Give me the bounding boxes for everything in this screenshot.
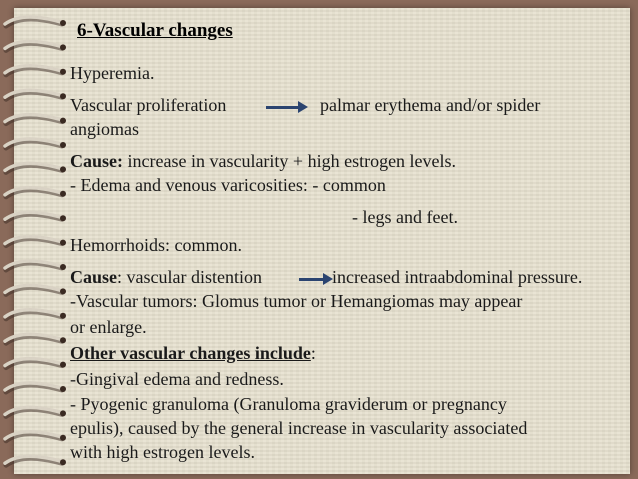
line-cause-2 — [70, 266, 262, 290]
line-intraabdominal: increased intraabdominal pressure. — [332, 267, 583, 287]
line-epulis: epulis), caused by the general increase in vascularity associated — [70, 418, 528, 438]
binding-hole — [60, 20, 66, 26]
cause-label-2: Cause — [70, 267, 118, 287]
slide-title: 6-Vascular changes — [77, 20, 233, 41]
cause-text: increase in vascularity + high estrogen levels. — [123, 151, 457, 171]
line-edema: - Edema and venous varicosities: - common — [70, 175, 386, 195]
binding-hole — [60, 166, 66, 172]
other-changes-label: Other vascular changes include — [70, 343, 311, 363]
binding-hole — [60, 240, 66, 246]
line-legs-feet: - legs and feet. — [352, 207, 458, 227]
binding-hole — [60, 69, 66, 75]
spiral-binding — [0, 8, 70, 474]
binding-hole — [60, 215, 66, 221]
cause-label: Cause: — [70, 151, 123, 171]
line-estrogen: with high estrogen levels. — [70, 442, 255, 462]
binding-hole — [60, 264, 66, 270]
binding-hole — [60, 191, 66, 197]
binding-hole — [60, 142, 66, 148]
line-vascular-tumors: -Vascular tumors: Glomus tumor or Hemangiomas may appear — [70, 291, 523, 311]
line-gingival: -Gingival edema and redness. — [70, 369, 284, 389]
binding-hole — [60, 362, 66, 368]
binding-hole — [60, 410, 66, 416]
cause-text-2: : vascular distention — [117, 267, 262, 287]
binding-hole — [60, 118, 66, 124]
line-other-changes — [70, 342, 316, 366]
binding-hole — [60, 93, 66, 99]
line-pyogenic: - Pyogenic granuloma (Granuloma graviderum or pregnancy — [70, 394, 507, 414]
line-vascular-proliferation: Vascular proliferation — [70, 95, 227, 115]
arrow-right-icon — [299, 278, 325, 281]
line-hyperemia: Hyperemia. — [70, 63, 155, 83]
binding-hole — [60, 386, 66, 392]
other-changes-colon: : — [310, 343, 316, 363]
line-cause-1 — [70, 150, 456, 174]
arrow-right-icon — [266, 106, 300, 109]
binding-hole — [60, 459, 66, 465]
binding-hole — [60, 288, 66, 294]
line-hemorrhoids: Hemorrhoids: common. — [70, 235, 242, 255]
binding-hole — [60, 313, 66, 319]
binding-hole — [60, 337, 66, 343]
line-palmar-erythema: palmar erythema and/or spider — [320, 95, 541, 115]
binding-hole — [60, 44, 66, 50]
binding-hole — [60, 435, 66, 441]
line-angiomas: angiomas — [70, 119, 139, 139]
line-enlarge: or enlarge. — [70, 317, 147, 337]
